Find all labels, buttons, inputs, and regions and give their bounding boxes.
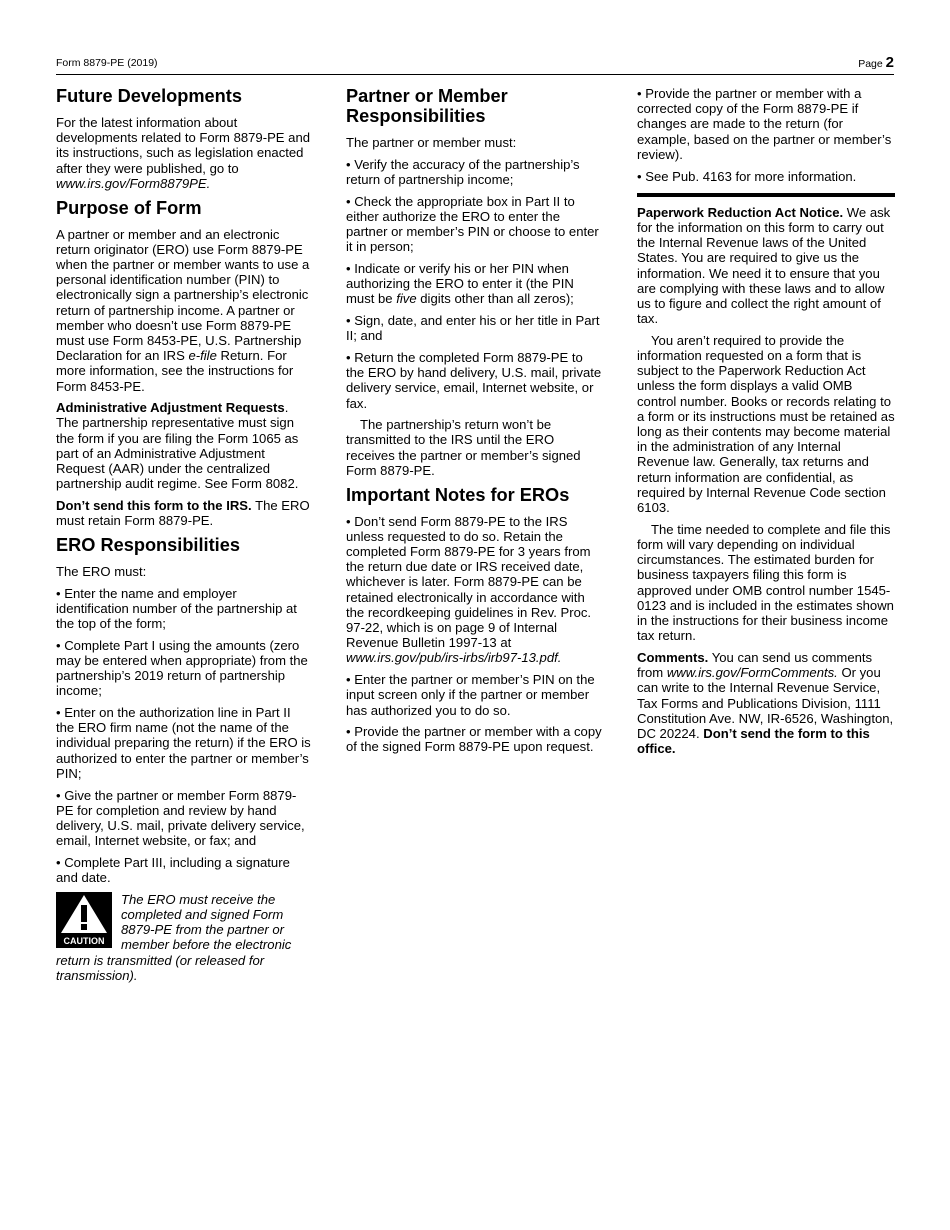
page-header [56,54,894,75]
comments-paragraph: Comments. You can send us comments from www.irs.gov/FormComments. Or you can write to the Internal Revenue Service, Tax Forms and Publications Division, 1111 Constitution Ave. NW, IR-6526, Washington, DC 20224. Don’t send the form to this office. [637,649,894,757]
column-right [637,86,895,763]
comments-url-link[interactable]: www.irs.gov/FormComments. [666,665,838,681]
aar-paragraph: Administrative Adjustment Requests. The partnership representative must sign the form if you are filing the Form 1065 as part of an Administrative Adjustment Request (AAR) under the centralized partnership audit regime. See Form 8082. [56,400,299,492]
future-developments-heading: Future Developments [56,86,242,106]
partner-closing: The partnership’s return won’t be transmitted to the IRS until the ERO receives the partner or member’s signed Form 8879-PE. [346,417,581,478]
partner-item: • Sign, date, and enter his or her title in Part II; and [346,313,600,344]
purpose-text: A partner or member and an electronic return originator (ERO) use Form 8879-PE when the partner or member wants to use a personal identification number (PIN) to electronically sign a partnership’s electronic return of partnership income. A partner or member who doesn’t use Form 8879-PE must use Form 8453-PE, U.S. Partnership Declaration for an IRS e-file Return. For more information, see the instructions for Form 8453-PE. [56,226,310,394]
notes-item: • Provide the partner or member with a copy of the signed Form 8879-PE upon request. [346,724,602,755]
bullet-item: • See Pub. 4163 for more information. [637,168,857,184]
ero-item: • Give the partner or member Form 8879-PE for completion and review by hand delivery, U.S. mail, private delivery service, email, Internet website, or fax; and [56,787,305,849]
pra-paragraph: Paperwork Reduction Act Notice. We ask for the information on this form to carry out the Internal Revenue laws of the United States. You are required to give us the information. We need it to ensure that you are complying with these laws and to allow us to figure and collect the right amount of tax. [637,204,891,327]
comments-title: Comments. [637,649,709,665]
purpose-heading: Purpose of Form [56,197,202,218]
caution-label: CAUTION [63,935,105,946]
form-label: Form 8879-PE (2019) [56,57,158,69]
ero-item: • Complete Part III, including a signature and date. [56,854,290,886]
notes-item: • Enter the partner or member’s PIN on the input screen only if the partner or member has authorized you to do so. [346,672,595,718]
column-middle [346,86,602,761]
partner-heading: Partner or Member Responsibilities [346,86,508,126]
caution-icon [56,892,112,948]
pra-title: Paperwork Reduction Act Notice. [637,204,844,220]
pra-paragraph-3: The time needed to complete and file this form will vary depending on individual circumstances. The estimated burden for business taxpayers filing this form is approved under OMB control number 1545-0123 and is included in the estimates shown in the instructions for their business income tax return. [637,521,894,644]
partner-item: • Return the completed Form 8879-PE to the ERO by hand delivery, U.S. mail, private delivery service, email, Internet website, or fax. [346,349,602,411]
page-label: Page [858,58,883,70]
section-divider [637,193,895,197]
partner-item: • Verify the accuracy of the partnership’s return of partnership income; [346,156,580,187]
ero-heading: ERO Responsibilities [56,534,240,555]
ero-intro: The ERO must: [56,563,147,579]
ero-item: • Complete Part I using the amounts (zero may be entered when appropriate) from the partnership’s 2019 return of partnership income; [56,637,308,699]
ero-item: • Enter the name and employer identification number of the partnership at the top of the form; [56,585,297,631]
bullet-item: • Provide the partner or member with a corrected copy of the Form 8879-PE if changes are made to the return (for example, based on the partner or member’s review). [637,86,892,162]
notes-heading: Important Notes for EROs [346,484,570,505]
form-url-link[interactable]: www.irs.gov/Form8879PE. [56,175,211,191]
partner-item: • Check the appropriate box in Part II to either authorize the ERO to enter the partner or member’s PIN or choose to enter it in person; [346,193,599,255]
caution-text: The ERO must receive the completed and signed Form 8879-PE from the partner or member before the electronic return is transmitted (or released for transmission). [56,891,292,983]
page-indicator [858,54,894,71]
pra-paragraph-2: You aren’t required to provide the information requested on a form that is subject to the Paperwork Reduction Act unless the form displays a valid OMB control number. Books or records relating to a form or its instructions must be retained as long as their contents may become material in the administration of any Internal Revenue law. Generally, tax returns and return information are confidential, as required by Internal Revenue Code section 6103. [637,332,895,516]
dont-send-title: Don’t send this form to the IRS. [56,497,252,513]
irb-url-link[interactable]: www.irs.gov/pub/irs-irbs/irb97-13.pdf. [346,650,562,666]
aar-title: Administrative Adjustment Requests [56,400,285,416]
caution-note [56,892,312,983]
partner-intro: The partner or member must: [346,135,517,150]
dont-send-paragraph: Don’t send this form to the IRS. The ERO must retain Form 8879-PE. [56,497,310,529]
column-left [56,86,312,983]
notes-item: • Don’t send Form 8879-PE to the IRS unless requested to do so. Retain the completed Form 8879-PE for 3 years from the return due date or IRS received date, whichever is later. Form 8879-PE can be retained electronically in accordance with the recordkeeping guidelines in Rev. Proc. 97-22, which is on page 9 of Internal Revenue Bulletin 1997-13 at www.irs.gov/pub/irs-irbs/irb97-13.pdf. [346,513,592,666]
future-developments-text: For the latest information about developments related to Form 8879-PE and its instructions, such as legislation enacted after they were published, go to www.irs.gov/Form8879PE. [56,115,311,191]
page-number: 2 [885,54,894,71]
partner-item: • Indicate or verify his or her PIN when authorizing the ERO to enter it (the PIN must be five digits other than all zeros); [346,260,574,307]
ero-item: • Enter on the authorization line in Part II the ERO firm name (not the name of the individual preparing the return) if the ERO is authorized to enter the partner or member’s PIN; [56,705,311,781]
